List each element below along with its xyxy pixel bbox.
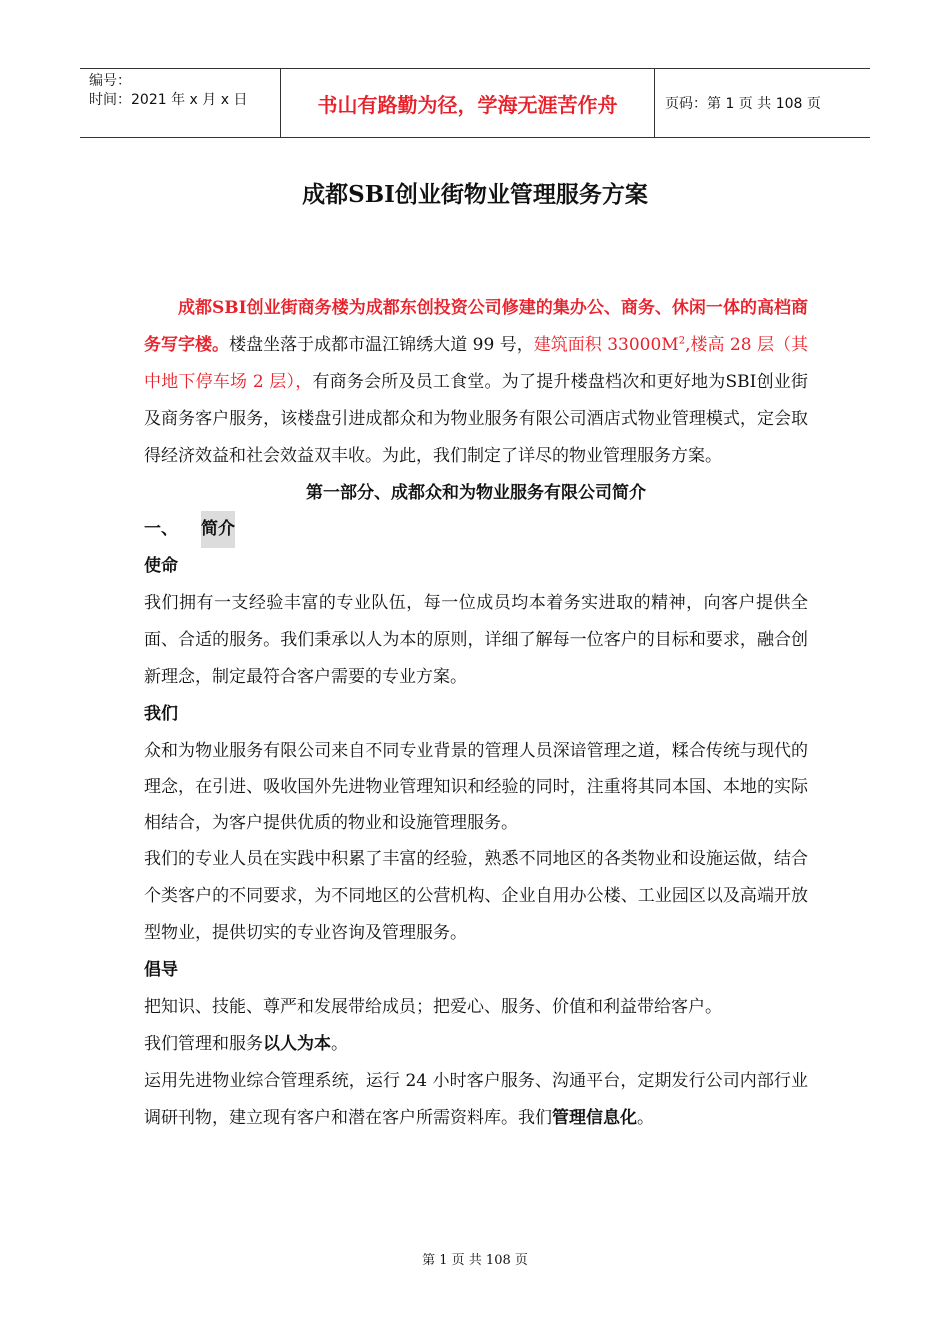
advocate-paragraph-1: 把知识、技能、尊严和发展带给成员；把爱心、服务、价值和利益带给客户。: [144, 997, 722, 1017]
advocate-paragraph-2: [144, 1026, 808, 1063]
page-footer: 第 1 页 共 108 页: [422, 1253, 528, 1268]
intro-highlight: 成都SBI创业街商务楼为成都东创投资公司修建的集办公、商务、休闲一体的高档商务写字楼。: [144, 298, 808, 355]
intro-paragraph: [144, 290, 808, 475]
heading-text: 简介: [201, 511, 235, 548]
date-label: 时间：2021 年 x 月 x 日: [89, 92, 248, 108]
header-meta-cell: [80, 69, 281, 137]
heading-number: 一、: [144, 519, 178, 539]
code-label: 编号：: [89, 73, 131, 89]
advocate-3-emphasis: 管理信息化: [552, 1108, 637, 1128]
we-paragraph-1: 众和为物业服务有限公司来自不同专业背景的管理人员深谙管理之道，糅合传统与现代的理念，在引进、吸收国外先进物业管理知识和经验的同时，注重将其同本国、本地的实际相结合，为客户提供优质的物业和设施管理服务。: [144, 741, 808, 833]
advocate-3-text: 运用先进物业综合管理系统，运行 24 小时客户服务、沟通平台，定期发行公司内部行业调研刊物，建立现有客户和潜在客户所需资料库。我们: [144, 1071, 808, 1128]
section-title: 第一部分、成都众和为物业服务有限公司简介: [306, 483, 646, 503]
intro-text-location: 楼盘坐落于成都市温江锦绣大道 99 号，: [229, 335, 534, 355]
advocate-2-end: 。: [331, 1034, 348, 1054]
numbered-heading: [144, 511, 808, 548]
mission-paragraph: 我们拥有一支经验丰富的专业队伍，每一位成员均本着务实进取的精神，向客户提供全面、合适的服务。我们秉承以人为本的原则，详细了解每一位客户的目标和要求，融合创新理念，制定最符合客户需要的专业方案。: [144, 593, 808, 687]
document-title: 成都SBI创业街物业管理服务方案: [302, 181, 648, 208]
document-body: [144, 290, 808, 1137]
area-superscript: 2: [678, 335, 686, 347]
advocate-paragraph-3: [144, 1063, 808, 1137]
we-paragraph-2: 我们的专业人员在实践中积累了丰富的经验，熟悉不同地区的各类物业和设施运做，结合个类客户的不同要求，为不同地区的公营机构、企业自用办公楼、工业园区以及高端开放型物业，提供切实的专业咨询及管理服务。: [144, 849, 808, 943]
advocate-3-end: 。: [637, 1108, 654, 1128]
area-floors: ,楼高 28 层（其中地下停车场 2 层），: [144, 335, 808, 392]
advocate-heading: 倡导: [144, 960, 178, 980]
header-table: [80, 68, 870, 138]
header-motto: 书山有路勤为径，学海无涯苦作舟: [281, 69, 655, 137]
intro-text-rest: 有商务会所及员工食堂。为了提升楼盘档次和更好地为SBI创业街及商务客户服务，该楼盘引进成都众和为物业服务有限公司酒店式物业管理模式，定会取得经济效益和社会效益双丰收。为此，我们制定了详尽的物业管理服务方案。: [144, 372, 809, 466]
header-page-info: 页码：第 1 页 共 108 页: [665, 96, 821, 112]
mission-heading: 使命: [144, 556, 178, 576]
area-value: 建筑面积 33000M: [533, 335, 679, 355]
advocate-2-emphasis: 以人为本: [263, 1034, 331, 1054]
we-heading: 我们: [144, 704, 178, 724]
advocate-2-text: 我们管理和服务: [144, 1034, 263, 1054]
